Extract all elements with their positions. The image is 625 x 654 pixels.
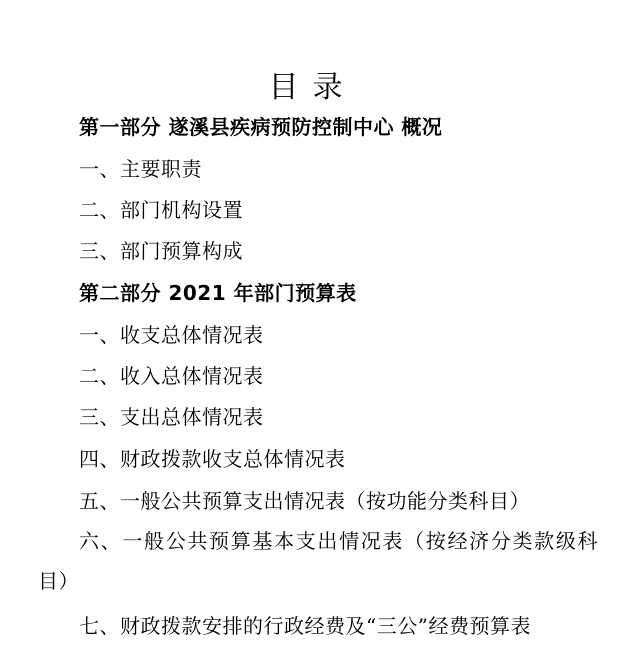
page-title: 目录 [268,70,357,105]
toc-item: 四、财政拨款收支总体情况表 [79,447,346,471]
toc-item: 五、一般公共预算支出情况表（按功能分类科目） [79,489,530,513]
toc-item: 一、主要职责 [79,157,202,181]
toc-item: 二、部门机构设置 [79,198,243,222]
toc-item: 二、收入总体情况表 [79,364,264,388]
toc-item: 七、财政拨款安排的行政经费及“三公”经费预算表 [79,614,531,638]
section-heading-part2: 第二部分 2021 年部门预算表 [79,281,357,305]
toc-item: 一、收支总体情况表 [79,323,264,347]
toc-item: 三、支出总体情况表 [79,405,264,429]
toc-item-wrapped: 六、一般公共预算基本支出情况表（按经济分类款级科目） [38,529,598,593]
section-heading-part1: 第一部分 遂溪县疾病预防控制中心 概况 [79,115,443,139]
toc-item: 三、部门预算构成 [79,239,243,263]
